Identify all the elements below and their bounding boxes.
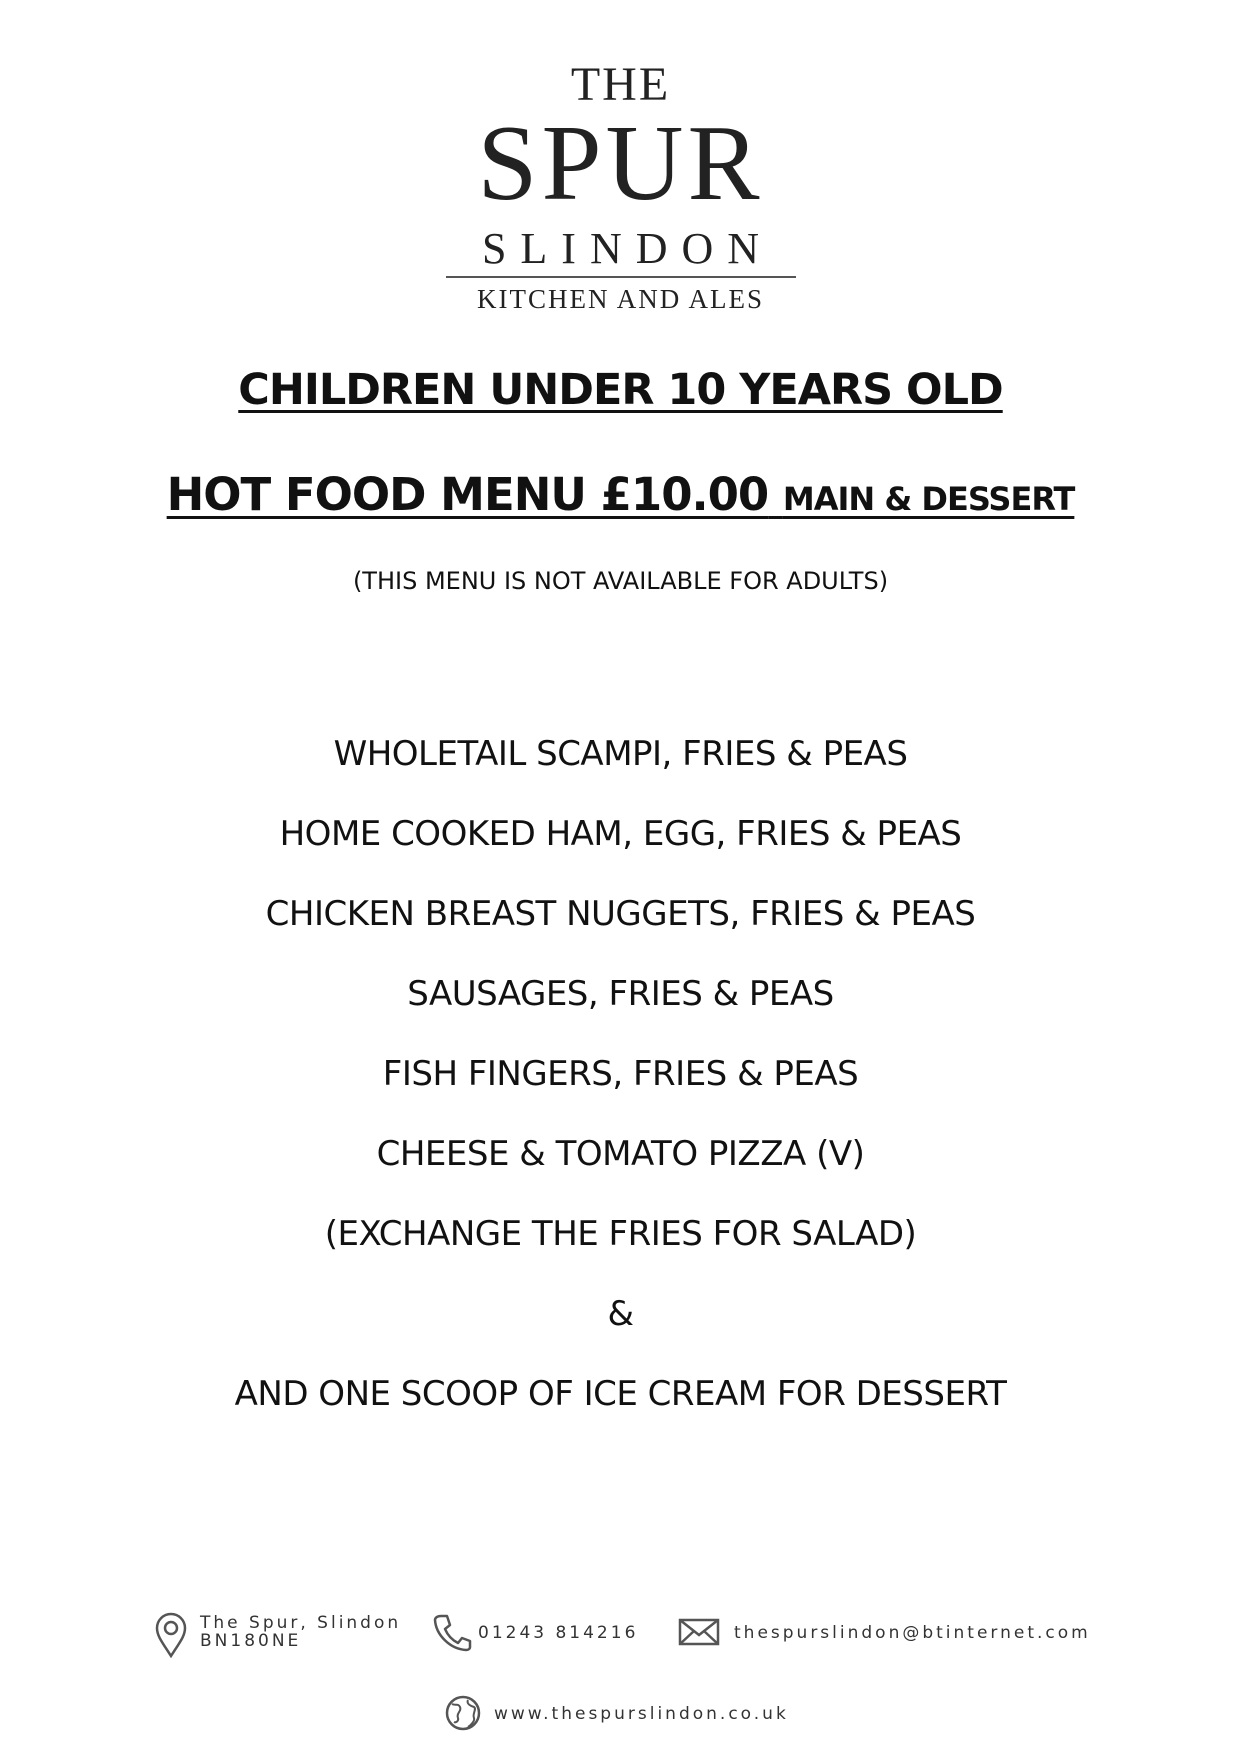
logo-slindon: SLINDON	[481, 224, 774, 273]
menu-subtitle-detail: MAIN & DESSERT	[782, 480, 1075, 518]
address-line-2: BN180NE	[200, 1631, 302, 1651]
envelope-icon	[678, 1617, 720, 1647]
menu-item: AND ONE SCOOP OF ICE CREAM FOR DESSERT	[234, 1374, 1007, 1414]
globe-icon	[444, 1694, 482, 1732]
menu-title-text: CHILDREN UNDER 10 YEARS OLD	[238, 365, 1003, 415]
menu-subtitle-price: HOT FOOD MENU £10.00	[166, 468, 769, 521]
logo-tagline: KITCHEN AND ALES	[477, 284, 764, 314]
menu-item: WHOLETAIL SCAMPI, FRIES & PEAS	[333, 734, 908, 774]
address-line-1: The Spur, Slindon	[200, 1613, 402, 1633]
location-pin-icon	[154, 1612, 188, 1658]
email-address[interactable]: thespurslindon@btinternet.com	[734, 1623, 1091, 1643]
restaurant-logo	[0, 60, 1241, 314]
phone-icon	[432, 1612, 472, 1652]
footer-address	[154, 1612, 414, 1662]
menu-item: &	[607, 1294, 634, 1334]
footer-website	[444, 1694, 804, 1734]
menu-item: FISH FINGERS, FRIES & PEAS	[382, 1054, 859, 1094]
menu-title	[0, 362, 1241, 418]
logo-divider	[446, 276, 796, 278]
availability-note: (THIS MENU IS NOT AVAILABLE FOR ADULTS)	[352, 567, 889, 595]
footer-phone	[432, 1612, 662, 1658]
menu-subtitle-underlined	[167, 468, 1075, 521]
logo-the: THE	[570, 58, 671, 111]
logo-spur: SPUR	[477, 104, 764, 223]
menu-subtitle	[0, 466, 1241, 528]
menu-item: (EXCHANGE THE FRIES FOR SALAD)	[324, 1214, 917, 1254]
menu-item: CHEESE & TOMATO PIZZA (V)	[376, 1134, 865, 1174]
phone-number[interactable]: 01243 814216	[478, 1623, 639, 1643]
menu-item: CHICKEN BREAST NUGGETS, FRIES & PEAS	[265, 894, 976, 934]
menu-item: SAUSAGES, FRIES & PEAS	[407, 974, 834, 1014]
website-url[interactable]: www.thespurslindon.co.uk	[494, 1704, 789, 1724]
menu-items-list	[0, 732, 1241, 1452]
footer-email	[678, 1617, 1091, 1651]
menu-item: HOME COOKED HAM, EGG, FRIES & PEAS	[279, 814, 962, 854]
